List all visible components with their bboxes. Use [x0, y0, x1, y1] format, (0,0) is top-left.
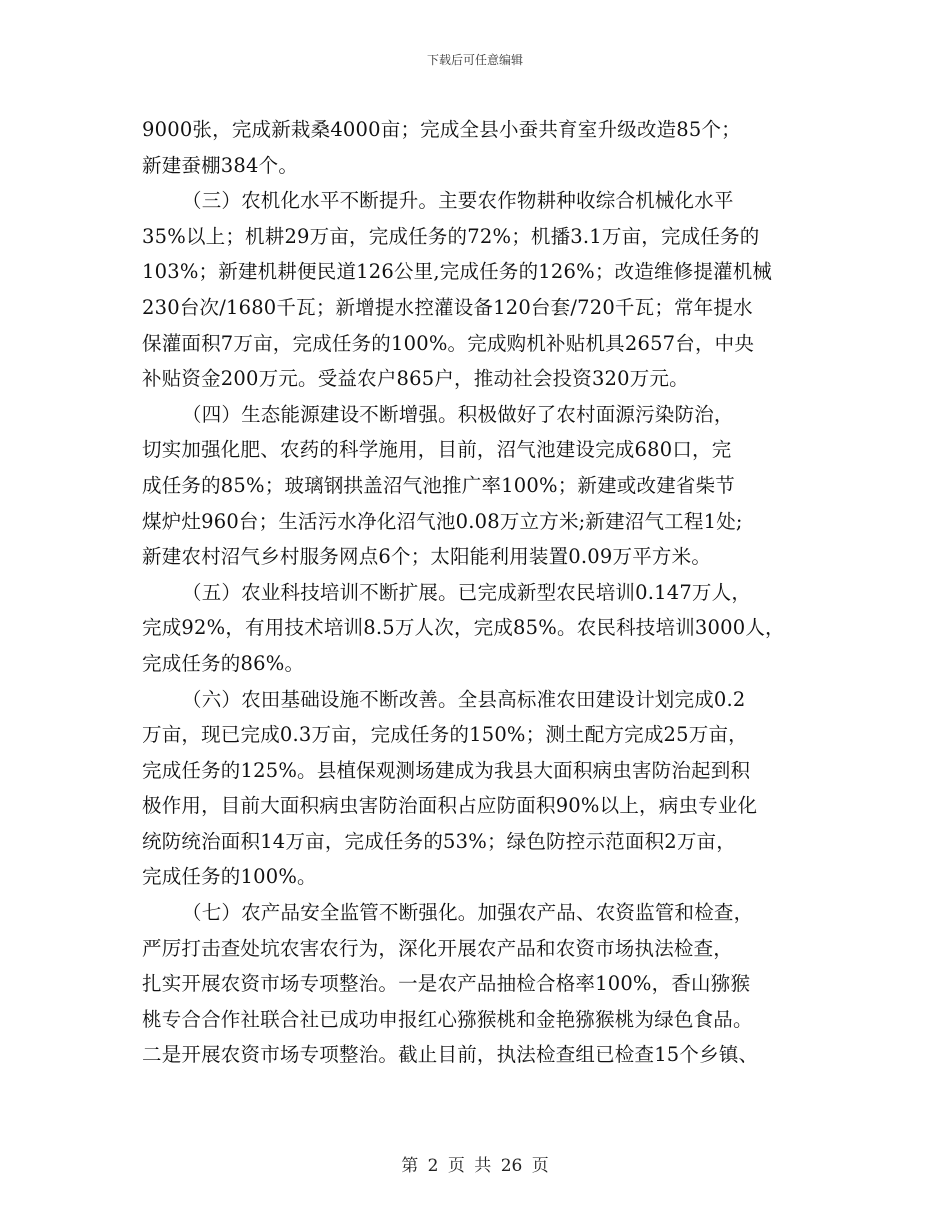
text-line: 万亩，现已完成0.3万亩，完成任务的150%；测土配方完成25万亩， [142, 723, 748, 747]
text-line: 二是开展农资市场专项整治。截止目前，执法检查组已检查15个乡镇、 [142, 1043, 759, 1067]
text-line: 严厉打击查处坑农害农行为，深化开展农产品和农资市场执法检查， [142, 936, 734, 960]
text-line: 新建蚕棚384个。 [142, 153, 299, 177]
paragraph-product-safety [142, 895, 822, 1073]
paragraph-agri-mechanization [142, 183, 822, 397]
text-line: 103%；新建机耕便民道126公里,完成任务的126%；改造维修提灌机械 [142, 260, 773, 284]
text-line: （三）农机化水平不断提升。主要农作物耕种收综合机械化水平 [182, 189, 734, 213]
page-header: 下载后可任意编辑 [426, 53, 523, 67]
text-line: （四）生态能源建设不断增强。积极做好了农村面源污染防治， [182, 402, 734, 426]
text-line: 完成92%，有用技术培训8.5万人次，完成85%。农民科技培训3000人， [142, 616, 785, 640]
text-line: （七）农产品安全监管不断强化。加强农产品、农资监管和检查， [182, 901, 754, 925]
paragraph-continuation [142, 112, 822, 183]
text-line: 完成任务的100%。 [142, 865, 317, 889]
text-line: 极作用，目前大面积病虫害防治面积占应防面积90%以上，病虫专业化 [142, 794, 758, 818]
text-line: 230台次/1680千瓦；新增提水控灌设备120台套/720千瓦；常年提水 [142, 295, 753, 319]
text-line: 完成任务的125%。县植保观测场建成为我县大面积病虫害防治起到积 [142, 758, 751, 782]
paragraph-tech-training [142, 575, 822, 682]
text-line: 保灌面积7万亩，完成任务的100%。完成购机补贴机具2657台，中央 [142, 331, 755, 355]
paragraph-farmland-infrastructure [142, 682, 822, 896]
text-line: 补贴资金200万元。受益农户865户，推动社会投资320万元。 [142, 367, 689, 391]
text-line: 成任务的85%；玻璃钢拱盖沼气池推广率100%；新建或改建省柴节 [142, 473, 735, 497]
page-number: 第 2 页 共 26 页 [401, 1156, 549, 1176]
text-line: 新建农村沼气乡村服务网点6个；太阳能利用装置0.09万平方米。 [142, 545, 712, 569]
text-line: 35%以上；机耕29万亩，完成任务的72%；机播3.1万亩，完成任务的 [142, 224, 760, 248]
document-body [142, 112, 822, 1073]
text-line: 统防统治面积14万亩，完成任务的53%；绿色防控示范面积2万亩， [142, 829, 736, 853]
text-line: 桃专合合作社联合社已成功申报红心猕猴桃和金艳猕猴桃为绿色食品。 [142, 1007, 753, 1031]
text-line: （六）农田基础设施不断改善。全县高标准农田建设计划完成0.2 [182, 687, 746, 711]
text-line: 切实加强化肥、农药的科学施用，目前，沼气池建设完成680口，完 [142, 438, 732, 462]
paragraph-ecological-energy [142, 397, 822, 575]
text-line: 煤炉灶960台；生活污水净化沼气池0.08万立方米;新建沼气工程1处; [142, 509, 743, 533]
text-line: 完成任务的86%。 [142, 651, 305, 675]
text-line: （五）农业科技培训不断扩展。已完成新型农民培训0.147万人， [182, 580, 752, 604]
text-line: 扎实开展农资市场专项整治。一是农产品抽检合格率100%，香山猕猴 [142, 972, 751, 996]
text-line: 9000张，完成新栽桑4000亩；完成全县小蚕共育室升级改造85个； [142, 118, 741, 141]
